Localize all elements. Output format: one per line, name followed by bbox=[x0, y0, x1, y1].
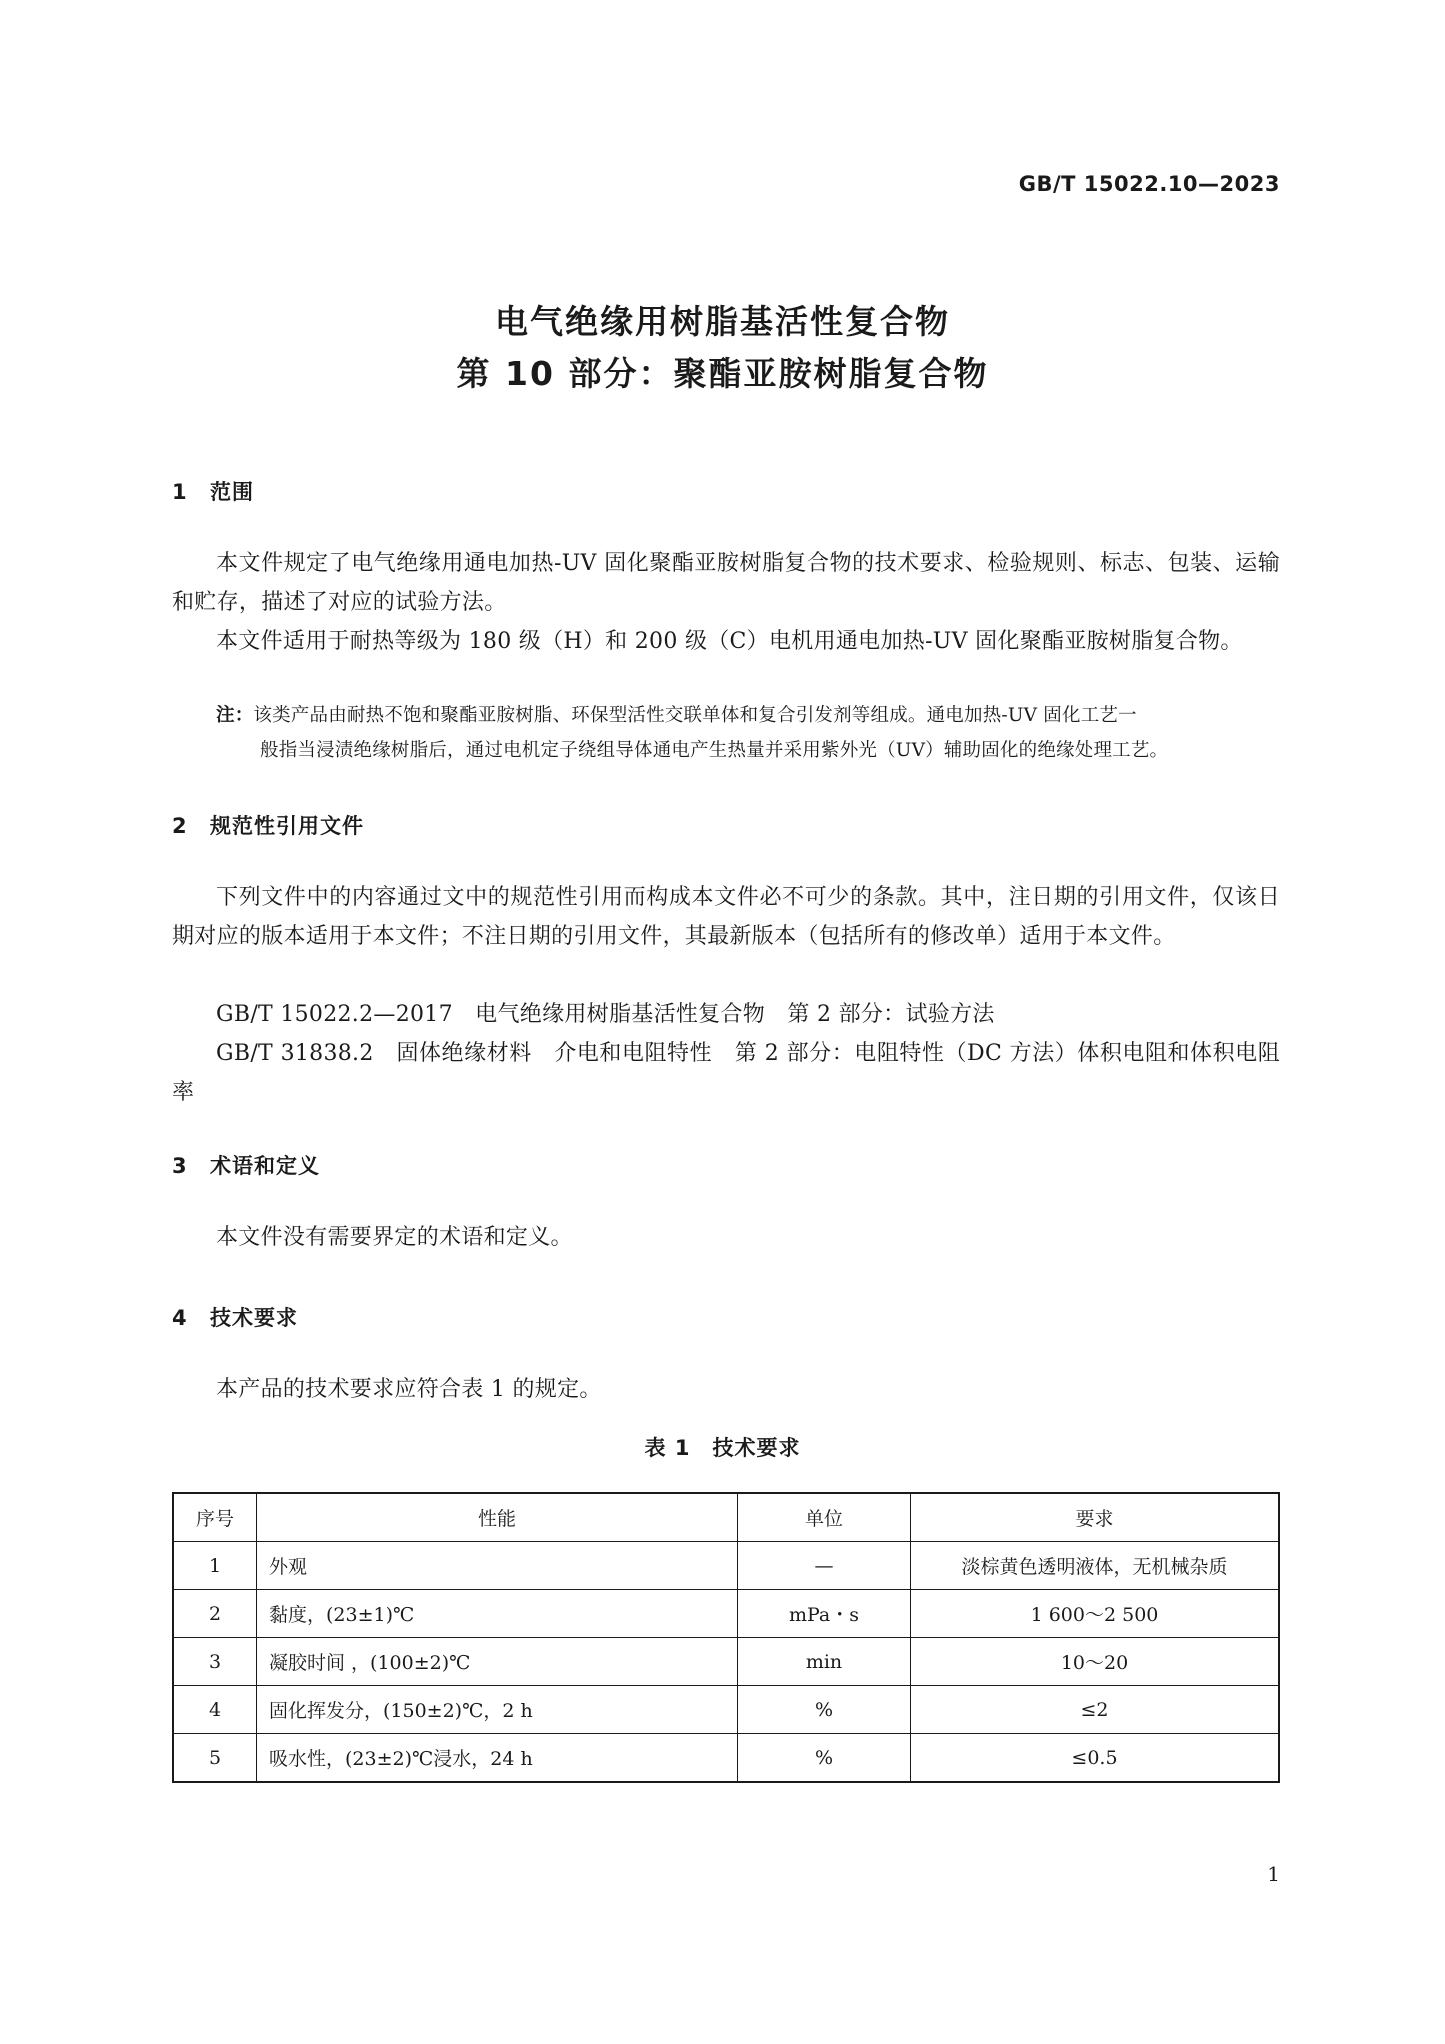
technical-requirements-table bbox=[172, 1492, 1280, 1783]
paragraph: 下列文件中的内容通过文中的规范性引用而构成本文件必不可少的条款。其中，注日期的引用文件，仅该日期对应的版本适用于本文件；不注日期的引用文件，其最新版本（包括所有的修改单）适用于本文件。 bbox=[172, 885, 1280, 949]
header-serial: 序号 bbox=[173, 1493, 257, 1542]
cell-property: 黏度，(23±1)℃ bbox=[257, 1590, 738, 1638]
table-caption-title: 技术要求 bbox=[712, 1436, 801, 1460]
cell-serial: 3 bbox=[173, 1638, 257, 1686]
section-number: 4 bbox=[172, 1306, 188, 1330]
cell-serial: 1 bbox=[173, 1542, 257, 1590]
table-row bbox=[173, 1590, 1279, 1638]
section-number: 2 bbox=[172, 814, 188, 838]
cell-requirement: 1 600～2 500 bbox=[911, 1590, 1280, 1638]
note-label: 注： bbox=[216, 705, 254, 726]
section-number: 3 bbox=[172, 1154, 188, 1178]
section-title: 术语和定义 bbox=[210, 1154, 320, 1178]
reference-entry: GB/T 15022.2—2017 电气绝缘用树脂基活性复合物 第 2 部分：试验方法 bbox=[216, 1002, 995, 1027]
section-heading-terms bbox=[172, 1150, 320, 1180]
cell-unit: % bbox=[738, 1734, 911, 1783]
cell-property: 吸水性，(23±2)℃浸水，24 h bbox=[257, 1734, 738, 1783]
document-title-line1: 电气绝缘用树脂基活性复合物 bbox=[495, 302, 950, 341]
header-requirement: 要求 bbox=[911, 1493, 1280, 1542]
standard-code: GB/T 15022.10—2023 bbox=[1018, 172, 1280, 196]
cell-serial: 4 bbox=[173, 1686, 257, 1734]
note bbox=[216, 698, 1280, 768]
note-text-line2: 般指当浸渍绝缘树脂后，通过电机定子绕组导体通电产生热量并采用紫外光（UV）辅助固化的绝缘处理工艺。 bbox=[260, 740, 1169, 761]
cell-unit: % bbox=[738, 1686, 911, 1734]
section-heading-technical-requirements bbox=[172, 1302, 298, 1332]
document-title-line2: 第 10 部分：聚酯亚胺树脂复合物 bbox=[456, 354, 989, 393]
table-row bbox=[173, 1542, 1279, 1590]
cell-property: 固化挥发分，(150±2)℃，2 h bbox=[257, 1686, 738, 1734]
cell-serial: 5 bbox=[173, 1734, 257, 1783]
cell-requirement: ≤2 bbox=[911, 1686, 1280, 1734]
cell-unit: mPa・s bbox=[738, 1590, 911, 1638]
table-caption-number: 表 1 bbox=[644, 1436, 691, 1460]
cell-requirement: ≤0.5 bbox=[911, 1734, 1280, 1783]
table-row bbox=[173, 1734, 1279, 1783]
cell-requirement: 淡棕黄色透明液体，无机械杂质 bbox=[911, 1542, 1280, 1590]
table-caption bbox=[0, 1432, 1445, 1462]
cell-unit: — bbox=[738, 1542, 911, 1590]
section-heading-normative-references bbox=[172, 810, 364, 840]
reference-entry: GB/T 31838.2 固体绝缘材料 介电和电阻特性 第 2 部分：电阻特性（DC 方法）体积电阻和体积电阻率 bbox=[172, 1041, 1280, 1105]
paragraph: 本文件规定了电气绝缘用通电加热-UV 固化聚酯亚胺树脂复合物的技术要求、检验规则、标志、包装、运输和贮存，描述了对应的试验方法。 bbox=[172, 551, 1280, 615]
table-row bbox=[173, 1686, 1279, 1734]
paragraph: 本文件没有需要界定的术语和定义。 bbox=[216, 1225, 573, 1250]
cell-unit: min bbox=[738, 1638, 911, 1686]
table-row bbox=[173, 1638, 1279, 1686]
page-number: 1 bbox=[1267, 1862, 1280, 1886]
cell-property: 外观 bbox=[257, 1542, 738, 1590]
section-number: 1 bbox=[172, 480, 188, 504]
note-text-line1: 该类产品由耐热不饱和聚酯亚胺树脂、环保型活性交联单体和复合引发剂等组成。通电加热-UV 固化工艺一 bbox=[253, 705, 1137, 726]
section-title: 技术要求 bbox=[210, 1306, 298, 1330]
cell-serial: 2 bbox=[173, 1590, 257, 1638]
header-property: 性能 bbox=[257, 1493, 738, 1542]
cell-property: 凝胶时间 ，(100±2)℃ bbox=[257, 1638, 738, 1686]
paragraph: 本文件适用于耐热等级为 180 级（H）和 200 级（C）电机用通电加热-UV 固化聚酯亚胺树脂复合物。 bbox=[216, 629, 1243, 654]
header-unit: 单位 bbox=[738, 1493, 911, 1542]
section-title: 范围 bbox=[210, 480, 254, 504]
section-heading-scope bbox=[172, 476, 254, 506]
paragraph: 本产品的技术要求应符合表 1 的规定。 bbox=[216, 1377, 602, 1402]
cell-requirement: 10～20 bbox=[911, 1638, 1280, 1686]
table-header-row bbox=[173, 1493, 1279, 1542]
section-title: 规范性引用文件 bbox=[210, 814, 364, 838]
